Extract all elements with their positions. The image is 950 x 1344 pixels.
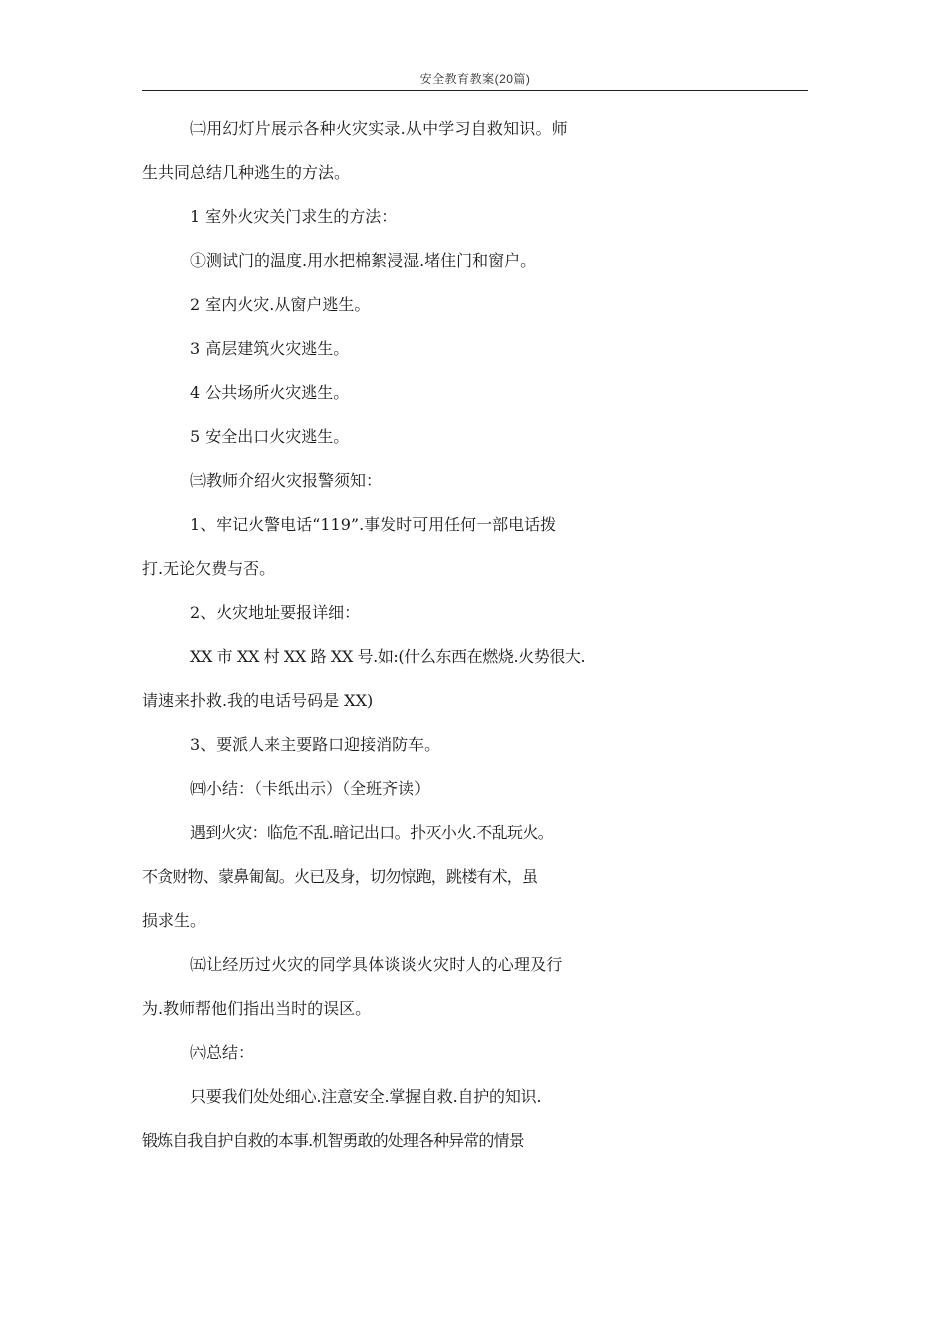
paragraph-line: 3 高层建筑火灾逃生。 [190, 339, 350, 358]
document-body [142, 116, 808, 1172]
paragraph-line: ㈥总结： [190, 1043, 255, 1062]
paragraph-line: 生共同总结几种逃生的方法。 [142, 163, 351, 182]
paragraph-line: 遇到火灾：临危不乱.暗记出口。扑灭小火.不乱玩火。 [190, 823, 554, 842]
paragraph-line: 锻炼自我自护自救的本事.机智勇敢的处理各种异常的情景 [142, 1131, 524, 1150]
paragraph-line: ㈡用幻灯片展示各种火灾实录.从中学习自救知识。师 [190, 119, 568, 138]
paragraph-line: 1 室外火灾关门求生的方法： [190, 207, 398, 226]
page-header [142, 68, 808, 91]
document-title: 安全教育教案(20篇) [419, 72, 531, 86]
paragraph-line: 请速来扑救.我的电话号码是 XX) [142, 691, 374, 710]
paragraph-line: 5 安全出口火灾逃生。 [190, 427, 350, 446]
paragraph-line: 1、牢记火警电话“119”.事发时可用任何一部电话拨 [190, 515, 557, 534]
paragraph-line: 不贪财物、蒙鼻匍匐。火已及身，切勿惊跑，跳楼有术，虽 [142, 867, 538, 886]
paragraph-line: 打.无论欠费与否。 [142, 559, 276, 578]
paragraph-line: ㈣小结：（卡纸出示）（全班齐读） [190, 779, 431, 798]
paragraph-line: 2 室内火灾.从窗户逃生。 [190, 295, 371, 314]
paragraph-line: ㈢教师介绍火灾报警须知： [190, 471, 383, 490]
paragraph-line: ㈤让经历过火灾的同学具体谈谈火灾时人的心理及行 [190, 955, 563, 974]
paragraph-line: 为.教师帮他们指出当时的误区。 [142, 999, 372, 1018]
paragraph-line: 损求生。 [142, 911, 207, 930]
paragraph-line: XX 市 XX 村 XX 路 XX 号.如:(什么东西在燃烧.火势很大. [190, 647, 586, 666]
paragraph-line: 4 公共场所火灾逃生。 [190, 383, 350, 402]
paragraph-line: 2、火灾地址要报详细： [190, 603, 361, 622]
paragraph-line: 只要我们处处细心.注意安全.掌握自救.自护的知识. [190, 1087, 542, 1106]
paragraph-line: ①测试门的温度.用水把棉絮浸湿.堵住门和窗户。 [190, 251, 537, 270]
paragraph-line: 3、要派人来主要路口迎接消防车。 [190, 735, 441, 754]
